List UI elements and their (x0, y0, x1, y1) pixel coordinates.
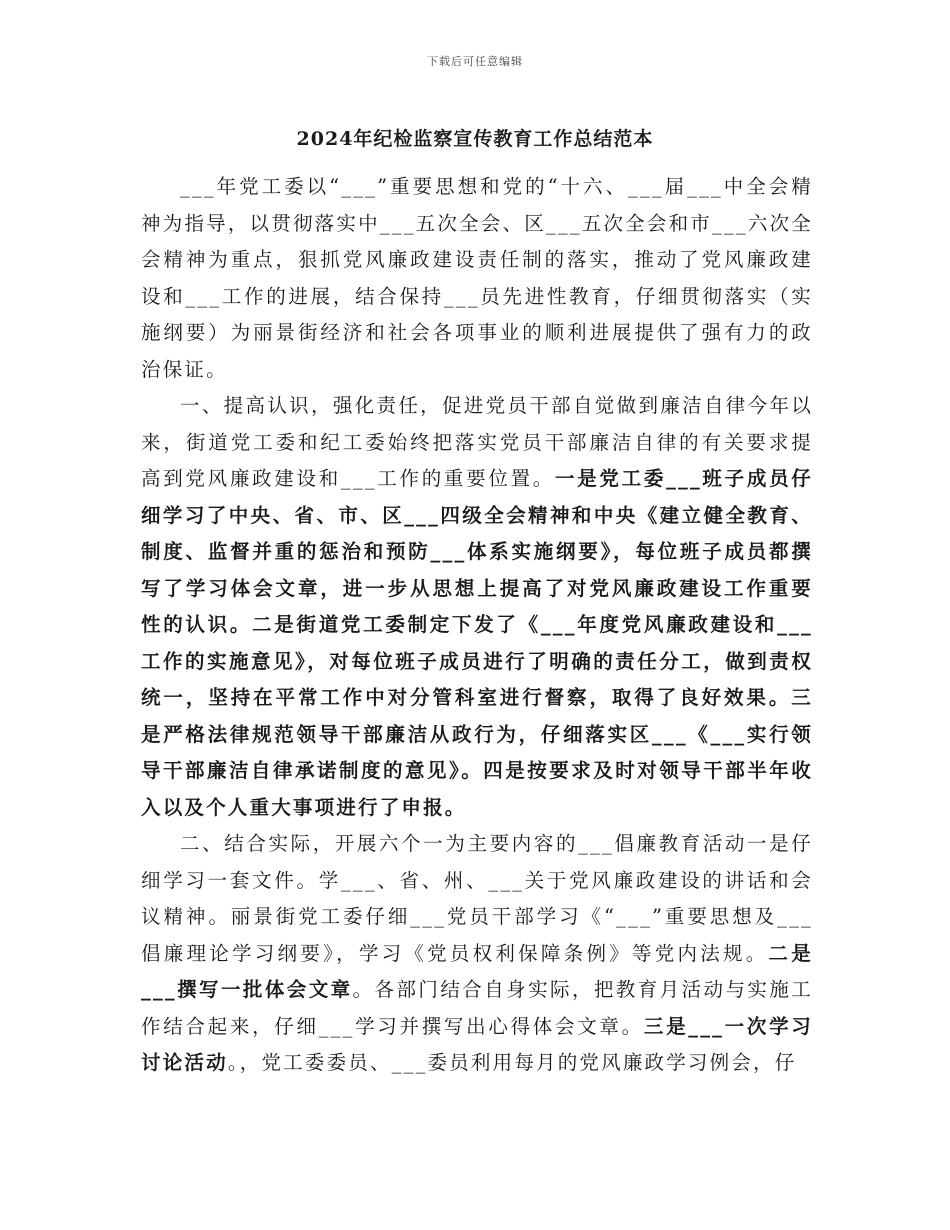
paragraph-section-two (141, 826, 813, 1082)
document-title: 2024年纪检监察宣传教育工作总结范本 (296, 128, 654, 150)
paragraph-intro (141, 169, 813, 388)
paragraph-text: 。，党工委委员、___委员利用每月的党风廉政学习例会，仔 (227, 1051, 797, 1074)
paragraph-text: 。各部门结合自身实际，把教育月活动与实施工作结合起来，仔细___学习并撰写出心得体会文章。 (141, 978, 813, 1038)
paragraph-section-one (141, 388, 813, 826)
paragraph-text: ___年党工委以“___”重要思想和党的“十六、___届___中全会精神为指导，以贯彻落实中___五次全会、区___五次全会和市___六次全会精神为重点，狠抓党风廉政建设责任制的落实，推动了党风廉政建设和___工作的进展，结合保持___员先进性教育，仔细贯彻落实（实施纲要）为丽景街经济和社会各项事业的顺利进展提供了强有力的政治保证。 (141, 175, 813, 381)
paragraph-text: 二、结合实际，开展六个一为主要内容的___倡廉教育活动一是仔细学习一套文件。学___、省、州、___关于党风廉政建设的讲话和会议精神。丽景街党工委仔细___党员干部学习《“___”重要思想及___倡廉理论学习纲要》，学习《党员权利保障条例》等党内法规。 (141, 832, 813, 965)
paragraph-bold-text: 三是___一次学习讨论活动 (141, 1014, 813, 1074)
header-note: 下载后可任意编辑 (427, 55, 523, 68)
paragraph-bold-text: 二是___撰写一批体会文章 (141, 941, 813, 1001)
document-body (141, 169, 813, 1082)
paragraph-bold-text: 一是党工委___班子成员仔细学习了中央、省、市、区___四级全会精神和中央《建立健全教育、制度、监督并重的惩治和预防___体系实施纲要》，每位班子成员都撰写了学习体会文章，进一步从思想上提高了对党风廉政建设工作重要性的认识。二是街道党工委制定下发了《___年度党风廉政建设和___工作的实施意见》，对每位班子成员进行了明确的责任分工，做到责权统一，坚持在平常工作中对分管科室进行督察，取得了良好效果。三是严格法律规范领导干部廉洁从政行为，仔细落实区___《___实行领导干部廉洁自律承诺制度的意见》。四是按要求及时对领导干部半年收入以及个人重大事项进行了申报。 (141, 467, 813, 819)
paragraph-text: 一、提高认识，强化责任，促进党员干部自觉做到廉洁自律今年以来，街道党工委和纪工委始终把落实党员干部廉洁自律的有关要求提高到党风廉政建设和___工作的重要位置。 (141, 394, 813, 490)
